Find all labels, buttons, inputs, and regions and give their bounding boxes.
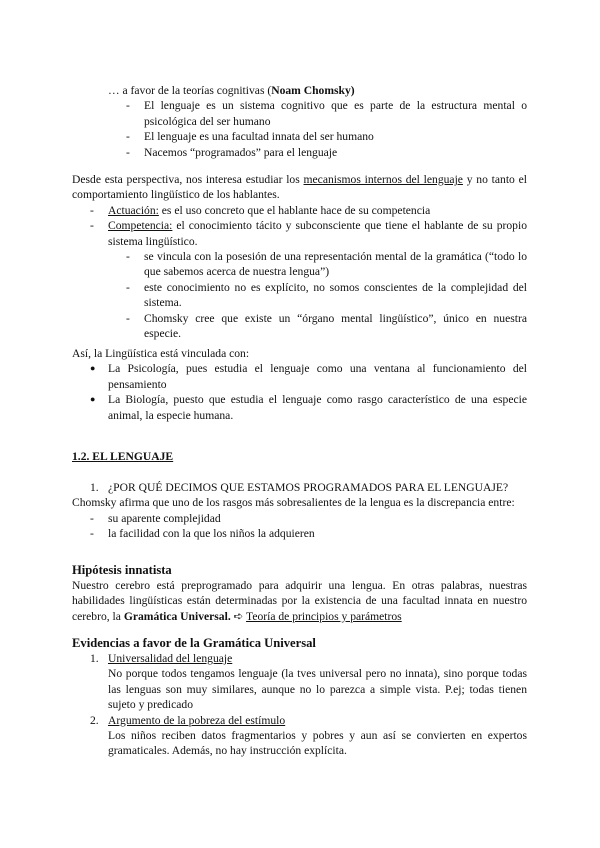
competencia-item: - Competencia: el conocimiento tácito y subconsciente que tiene el hablante de su propio sistema lingüístico. bbox=[90, 219, 527, 248]
actuacion-item: - Actuación: es el uso concreto que el hablante hace de su competencia bbox=[90, 203, 431, 217]
evidence-item: 2. Argumento de la pobreza del estímulo Los niños reciben datos fragmentarios y pobres y aun así se convierten en expertos gramaticales. Además, no hay instrucción explícita. bbox=[90, 713, 527, 758]
list-item: - su aparente complejidad bbox=[90, 511, 221, 525]
noam-chomsky: Noam Chomsky) bbox=[271, 84, 355, 97]
list-item: ● La Biología, puesto que estudia el lenguaje como rasgo característico de una especie animal, la especie humana. bbox=[90, 393, 527, 422]
answer-paragraph: Chomsky afirma que uno de los rasgos más sobresalientes de la lengua es la discrepancia entre: bbox=[72, 496, 515, 510]
list-item: ● La Psicología, pues estudia el lenguaje como una ventana al funcionamiento del pensamiento bbox=[90, 362, 527, 391]
arrow-icon: ➪ bbox=[230, 609, 247, 623]
evidence-heading: Evidencias a favor de la Gramática Universal bbox=[72, 636, 316, 650]
linguistics-block bbox=[72, 346, 527, 423]
section-block bbox=[72, 480, 527, 542]
hypothesis-block bbox=[72, 562, 527, 624]
perspective-paragraph: Desde esta perspectiva, nos interesa estudiar los mecanismos internos del lenguaje y no tanto el comportamiento lingüístico de los hablantes. bbox=[72, 173, 527, 202]
list-item: - se vincula con la posesión de una representación mental de la gramática (“todo lo que sabemos acerca de nuestra lengua”) bbox=[126, 250, 527, 279]
section-title: 1.2. EL LENGUAJE bbox=[72, 450, 174, 463]
list-item: - El lenguaje es un sistema cognitivo que es parte de la estructura mental o psicológica del ser humano bbox=[126, 99, 527, 128]
linguistics-intro: Así, la Lingüística está vinculada con: bbox=[72, 347, 250, 360]
list-item: - Nacemos “programados” para el lenguaje bbox=[126, 145, 338, 159]
list-item: - Chomsky cree que existe un “órgano mental lingüístico”, único en nuestra especie. bbox=[126, 311, 527, 341]
theory-link: Teoría de principios y parámetros bbox=[246, 609, 402, 623]
intro-line: … a favor de la teorías cognitivas (Noam Chomsky) bbox=[108, 84, 355, 97]
list-item: - El lenguaje es una facultad innata del ser humano bbox=[126, 130, 374, 144]
hypothesis-paragraph: Nuestro cerebro está preprogramado para adquirir una lengua. En otras palabras, nuestras habilidades lingüísticas están determinadas por la existencia de una facultad innata en nuestro cerebro, la Gramática Universal. ➪ Teoría de principios y parámetros bbox=[72, 579, 527, 623]
perspective-block bbox=[72, 172, 527, 341]
question-line: 1. ¿POR QUÉ DECIMOS QUE ESTAMOS PROGRAMADOS PARA EL LENGUAJE? bbox=[90, 481, 509, 494]
intro-block bbox=[72, 83, 527, 160]
hypothesis-heading: Hipótesis innatista bbox=[72, 563, 172, 577]
evidence-item: 1. Universalidad del lenguaje No porque todos tengamos lenguaje (la tves universal pero no innata), sino porque todas las lenguas son muy similares, aunque no lo parezca a simple vista. P.ej; todas tienen sujeto y predicado bbox=[90, 652, 527, 712]
list-item: - este conocimiento no es explícito, no somos conscientes de la complejidad del sistema. bbox=[126, 280, 527, 310]
mecanismos-internos: mecanismos internos del lenguaje bbox=[303, 173, 463, 186]
evidence-block bbox=[72, 635, 527, 759]
list-item: - la facilidad con la que los niños la adquieren bbox=[90, 527, 315, 541]
